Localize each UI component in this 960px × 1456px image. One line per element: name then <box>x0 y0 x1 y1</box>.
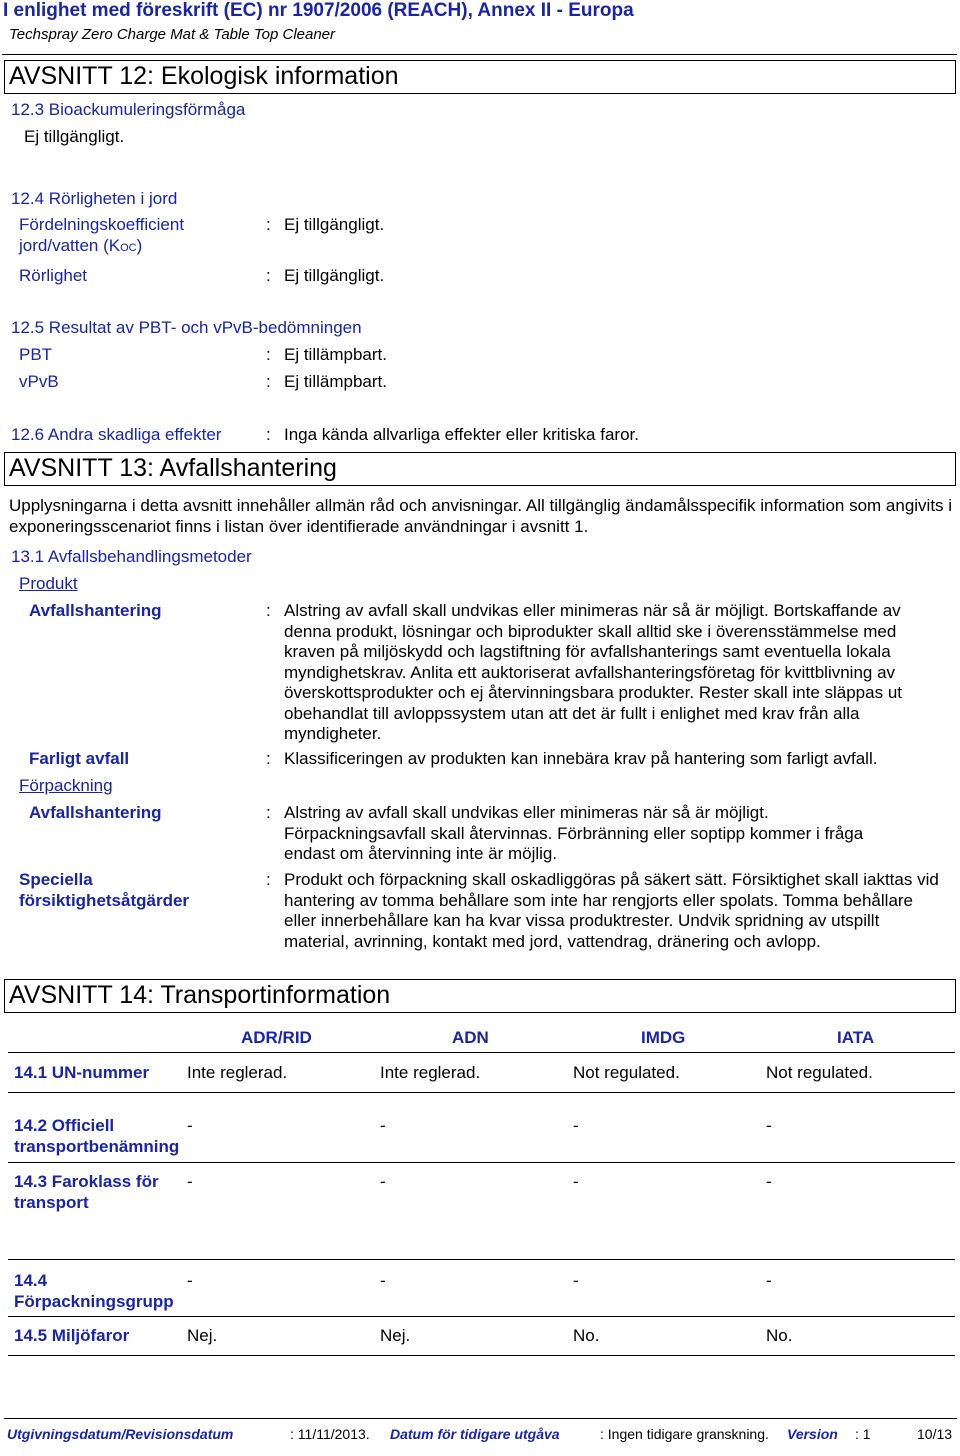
pbt-heading: 12.5 Resultat av PBT- och vPvB-bedömningen <box>11 318 362 337</box>
footer-issue-label: Utgivningsdatum/Revisionsdatum <box>7 1426 234 1442</box>
bioaccumulation-value: Ej tillgängligt. <box>24 127 125 146</box>
col-adr-rid: ADR/RID <box>241 1028 312 1047</box>
koc-label-line2 <box>19 236 142 256</box>
vpvb-colon: : <box>266 372 271 391</box>
packaging-disposal-colon: : <box>266 803 271 822</box>
row-un-number-imdg: Not regulated. <box>573 1063 680 1082</box>
table-rule <box>8 1162 955 1163</box>
row-hazard-class-imdg: - <box>573 1172 579 1191</box>
other-effects-value: Inga kända allvarliga effekter eller kritiska faror. <box>284 425 639 444</box>
hazardous-waste-value: Klassificeringen av produkten kan innebära krav på hantering som farligt avfall. <box>284 749 878 768</box>
special-precautions-label-line2: försiktighetsåtgärder <box>19 891 190 910</box>
special-precautions-label-line1: Speciella <box>19 870 93 889</box>
footer-divider <box>4 1418 957 1419</box>
row-packing-group-adn: - <box>380 1271 386 1290</box>
vpvb-value: Ej tillämpbart. <box>284 372 387 391</box>
row-packing-group-imdg: - <box>573 1271 579 1290</box>
hazardous-waste-colon: : <box>266 749 271 768</box>
col-imdg: IMDG <box>641 1028 686 1047</box>
bioaccumulation-heading: 12.3 Bioackumuleringsförmåga <box>11 100 246 119</box>
row-shipping-name-label-line1: 14.2 Officiell <box>14 1116 115 1135</box>
row-shipping-name-label-line2: transportbenämning <box>14 1137 180 1156</box>
mobility-value: Ej tillgängligt. <box>284 266 385 285</box>
koc-value: Ej tillgängligt. <box>284 215 385 234</box>
disposal-colon: : <box>266 601 271 620</box>
packaging-heading: Förpackning <box>19 776 113 795</box>
koc-subscript: OC <box>120 242 137 254</box>
row-env-hazards-imdg: No. <box>573 1326 600 1345</box>
special-precautions-colon: : <box>266 870 271 889</box>
row-env-hazards-adr: Nej. <box>187 1326 218 1345</box>
footer-page-number: 10/13 <box>917 1426 953 1442</box>
row-un-number-label: 14.1 UN-nummer <box>14 1063 150 1082</box>
row-packing-group-label-line2: Förpackningsgrupp <box>14 1292 174 1311</box>
special-precautions-value: Produkt och förpackning skall oskadliggöras på säkert sätt. Försiktighet skall iakttas vid hantering av tomma behållare som inte har rengjorts eller spolats. Tomma behållare eller innerbehållare kan ha kvar vissa produktrester. Undvik spridning av utspillt material, avrinning, kontakt med jord, vattendrag, dränering och avlopp. <box>284 870 939 951</box>
row-hazard-class-label-line1: 14.3 Faroklass för <box>14 1172 159 1191</box>
section-13-box <box>4 452 956 486</box>
row-packing-group-adr: - <box>187 1271 193 1290</box>
row-shipping-name-imdg: - <box>573 1116 579 1135</box>
packaging-disposal-value: Alstring av avfall skall undvikas eller minimeras när så är möjligt. Förpackningsavfall skall återvinnas. Förbränning eller soptipp kommer i fråga endast om återvinning inte är möjlig. <box>284 803 864 863</box>
row-hazard-class-label-line2: transport <box>14 1193 89 1212</box>
col-iata: IATA <box>837 1028 875 1047</box>
header-divider <box>2 54 957 55</box>
mobility-heading: 12.4 Rörligheten i jord <box>11 189 178 208</box>
pbt-colon: : <box>266 345 271 364</box>
koc-label-close: ) <box>136 236 143 255</box>
row-un-number-adr: Inte reglerad. <box>187 1063 288 1082</box>
table-rule <box>8 1355 955 1356</box>
section-14-box <box>4 979 956 1013</box>
row-packing-group-label-line1: 14.4 <box>14 1271 48 1290</box>
document-header-title: I enlighet med föreskrift (EC) nr 1907/2006 (REACH), Annex II - Europa <box>3 0 634 21</box>
row-hazard-class-adr: - <box>187 1172 193 1191</box>
waste-methods-heading: 13.1 Avfallsbehandlingsmetoder <box>11 547 252 566</box>
row-shipping-name-adn: - <box>380 1116 386 1135</box>
table-rule <box>8 1092 955 1093</box>
section-13-title: AVSNITT 13: Avfallshantering <box>9 454 337 482</box>
footer-version-label: Version <box>787 1426 838 1442</box>
product-heading: Produkt <box>19 574 78 593</box>
row-shipping-name-iata: - <box>766 1116 772 1135</box>
other-effects-label: 12.6 Andra skadliga effekter <box>11 425 222 444</box>
row-shipping-name-adr: - <box>187 1116 193 1135</box>
koc-label-text: jord/vatten (K <box>19 236 121 255</box>
footer-prev-value: : Ingen tidigare granskning. <box>600 1426 769 1442</box>
row-hazard-class-iata: - <box>766 1172 772 1191</box>
pbt-label: PBT <box>19 345 53 364</box>
footer-version-value: : 1 <box>855 1426 871 1442</box>
section-14-title: AVSNITT 14: Transportinformation <box>9 981 391 1009</box>
table-rule <box>8 1052 955 1053</box>
mobility-colon: : <box>266 266 271 285</box>
section-13-intro: Upplysningarna i detta avsnitt innehåller allmän råd och anvisningar. All tillgänglig ändamålsspecifik information som angivits i exponeringsscenariot finns i listan över identifierade användningar i avsnitt 1. <box>9 496 953 536</box>
hazardous-waste-label: Farligt avfall <box>29 749 130 768</box>
footer-issue-value: : 11/11/2013. <box>290 1426 370 1442</box>
col-adn: ADN <box>452 1028 489 1047</box>
section-12-box <box>4 60 956 94</box>
product-name: Techspray Zero Charge Mat & Table Top Cleaner <box>9 26 336 43</box>
row-hazard-class-adn: - <box>380 1172 386 1191</box>
row-env-hazards-iata: No. <box>766 1326 793 1345</box>
row-env-hazards-label: 14.5 Miljöfaror <box>14 1326 130 1345</box>
section-12-title: AVSNITT 12: Ekologisk information <box>9 62 399 90</box>
koc-label-line1: Fördelningskoefficient <box>19 215 185 234</box>
mobility-label: Rörlighet <box>19 266 88 285</box>
row-un-number-iata: Not regulated. <box>766 1063 873 1082</box>
table-rule <box>8 1259 955 1260</box>
footer-prev-label: Datum för tidigare utgåva <box>390 1426 560 1442</box>
koc-colon: : <box>266 215 271 234</box>
pbt-value: Ej tillämpbart. <box>284 345 387 364</box>
other-effects-colon: : <box>266 425 271 444</box>
packaging-disposal-label: Avfallshantering <box>29 803 162 822</box>
disposal-label: Avfallshantering <box>29 601 162 620</box>
disposal-value: Alstring av avfall skall undvikas eller minimeras när så är möjligt. Bortskaffande av denna produkt, lösningar och biprodukter skall alltid ske i överensstämmelse med kraven på miljöskydd och lagstiftning för avfallshanterings samt eventuella lokala myndighetskrav. Anlita ett auktoriserat avfallshanteringsföretag för kvittblivning av överskottsprodukter och ej återvinningsbara produkter. Rester skall inte släppas ut obehandlat till avloppssystem utan att det är fullt i enlighet med krav från alla myndigheter. <box>284 601 902 743</box>
vpvb-label: vPvB <box>19 372 59 391</box>
row-un-number-adn: Inte reglerad. <box>380 1063 481 1082</box>
row-packing-group-iata: - <box>766 1271 772 1290</box>
table-rule <box>8 1316 955 1317</box>
row-env-hazards-adn: Nej. <box>380 1326 411 1345</box>
